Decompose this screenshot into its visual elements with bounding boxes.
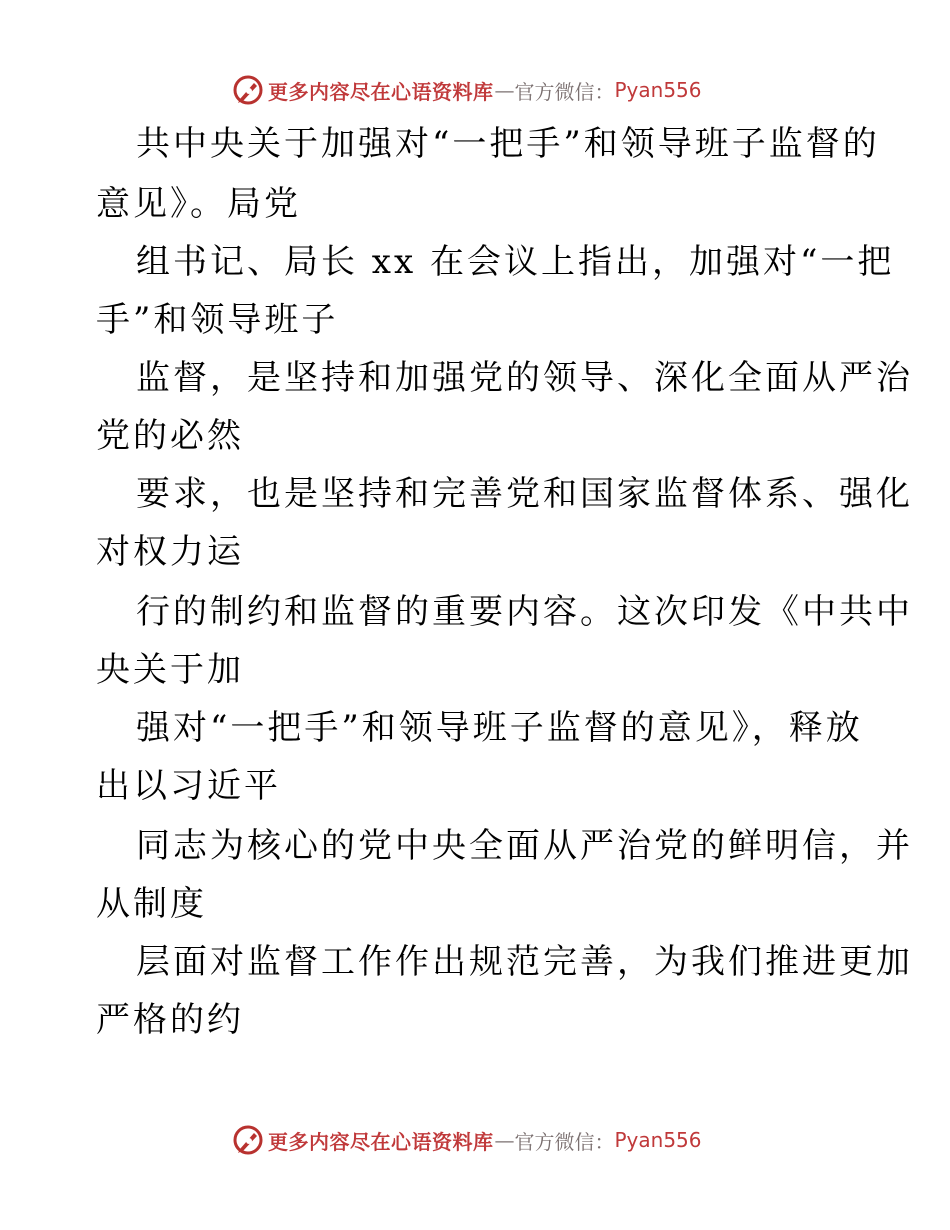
text-line: 要求，也是坚持和完善党和国家监督体系、强化 [136,474,913,514]
header-banner [232,72,702,108]
footer-banner [232,1122,702,1158]
text-line: 同志为核心的党中央全面从严治党的鲜明信，并 [136,826,913,866]
banner-label: 官方微信： [514,1129,615,1154]
text-line: 从制度 [96,884,207,924]
text-line: 层面对监督工作作出规范完善，为我们推进更加 [136,942,913,982]
banner-id: Pyan556 [614,1128,702,1152]
banner-separator: — [494,1128,515,1152]
text-line: 监督，是坚持和加强党的领导、深化全面从严治 [136,358,913,398]
text-line: 对权力运 [96,532,244,572]
text-line: 手”和领导班子 [96,300,339,340]
text-line: 严格的约 [96,1000,244,1040]
pen-logo-icon [232,74,264,106]
banner-text: 更多内容尽在心语资料库 [268,1129,494,1154]
banner-id: Pyan556 [614,78,702,102]
banner-text: 更多内容尽在心语资料库 [268,79,494,104]
text-line: 组书记、局长 xx 在会议上指出，加强对“一把 [136,242,895,282]
text-line: 共中央关于加强对“一把手”和领导班子监督的 [136,124,880,164]
text-line: 央关于加 [96,650,244,690]
text-line: 行的制约和监督的重要内容。这次印发《中共中 [136,592,913,632]
pen-logo-icon [232,1124,264,1156]
text-line: 党的必然 [96,416,244,456]
banner-separator: — [494,78,515,102]
text-line: 出以习近平 [96,766,281,806]
text-line: 强对“一把手”和领导班子监督的意见》，释放 [136,708,863,748]
text-line: 意见》。局党 [96,184,301,224]
banner-label: 官方微信： [514,79,615,104]
